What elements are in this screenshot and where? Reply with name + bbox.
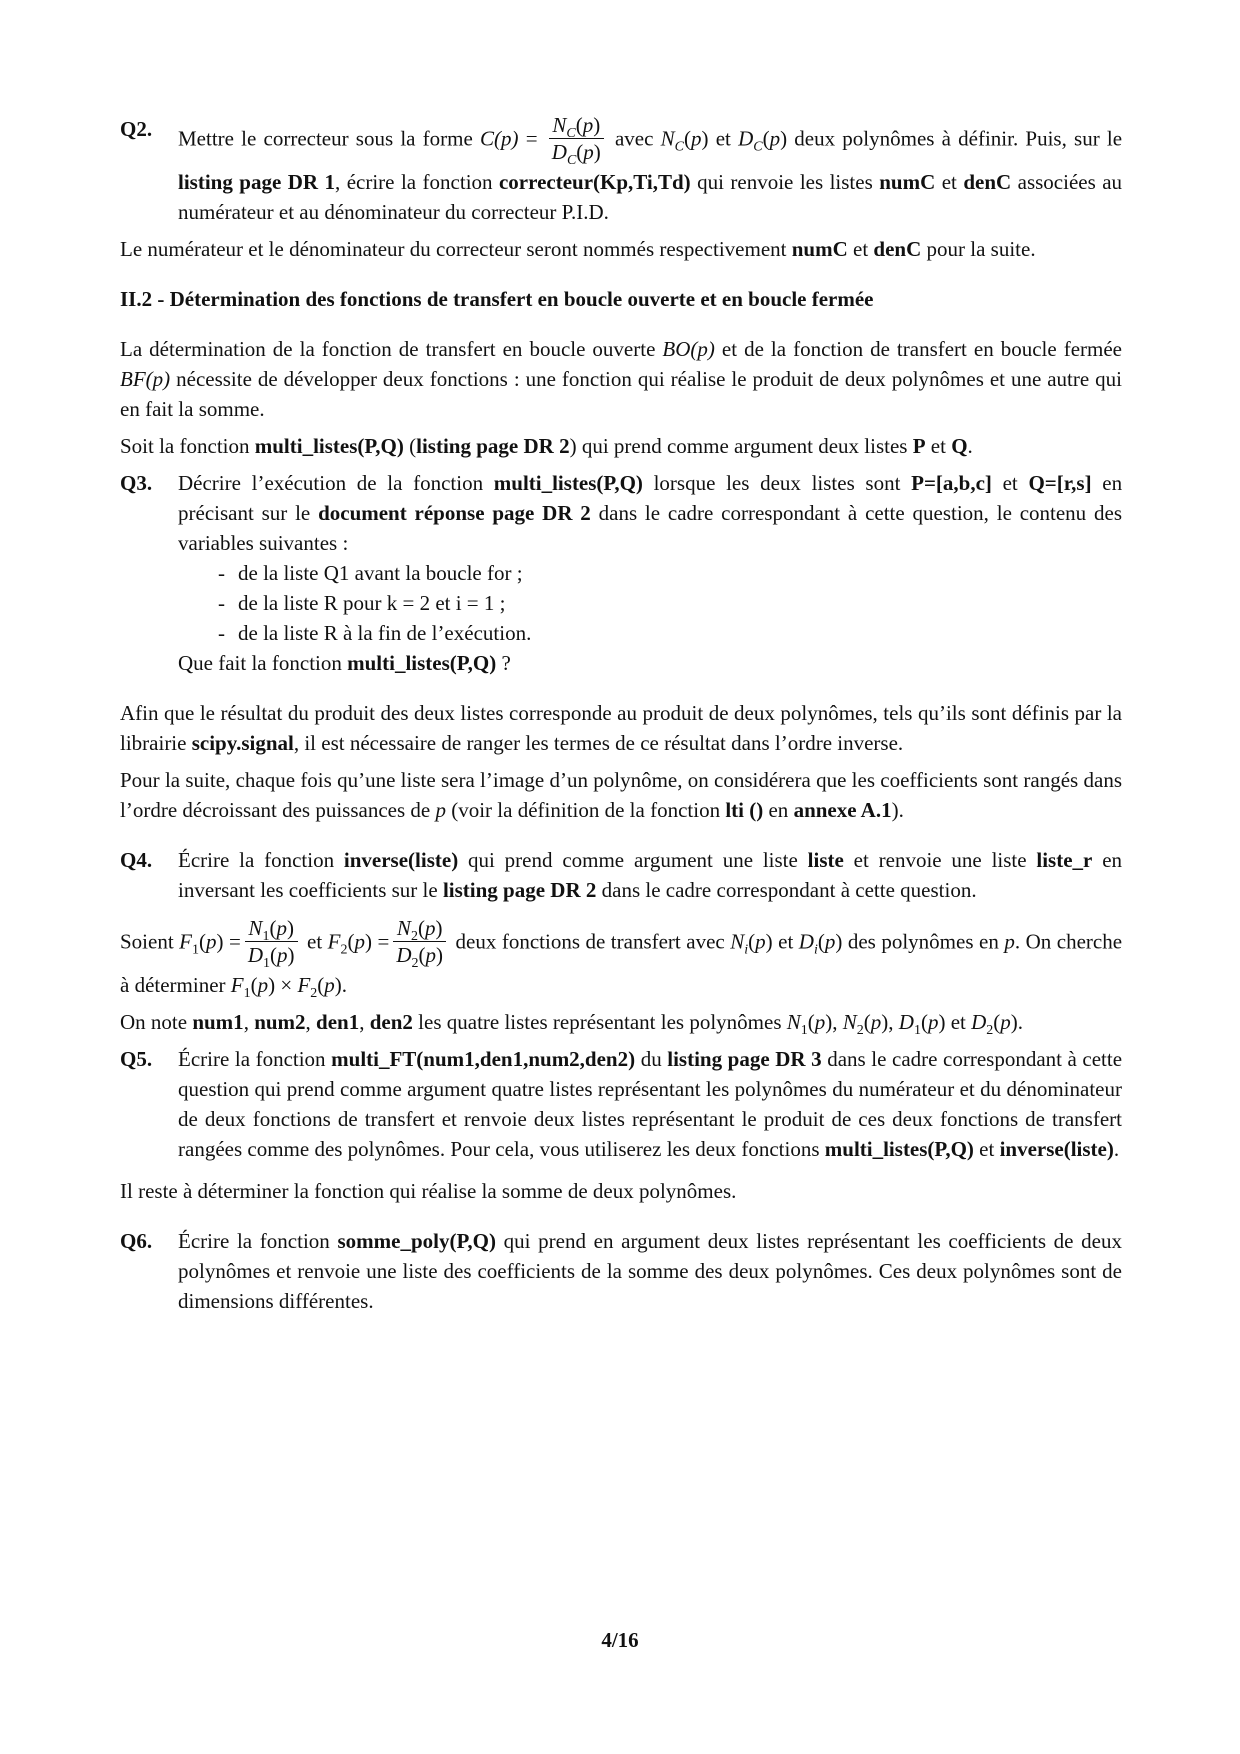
question-q6: [120, 1226, 1122, 1316]
fraction-n2-d2: $\frac{N_2(p)}{D_2(p)}$: [393, 915, 446, 968]
section-title: II.2 - Détermination des fonctions de transfert en boucle ouverte et en boucle fermée: [120, 287, 874, 311]
question-closing: Que fait la fonction multi_listes(P,Q) ?: [178, 651, 511, 675]
fraction-nc-dc: $\frac{N_C(p)}{D_C(p)}$: [549, 112, 604, 165]
paragraph-scipy: Afin que le résultat du produit des deux listes corresponde au produit de deux polynômes, tels qu’ils sont définis par la librairie scipy.signal, il est nécessaire de ranger les termes de ce résultat dans l’ordre inverse.: [120, 701, 1122, 755]
question-q2: [120, 114, 1122, 227]
question-q4: [120, 845, 1122, 905]
question-text: Écrire la fonction somme_poly(P,Q) qui prend en argument deux listes représentant les coefficients de deux polynômes et renvoie une liste des coefficients de la somme des deux polynômes. Ces deux polynômes sont de dimensions différentes.: [178, 1229, 1123, 1313]
fraction-n1-d1: $\frac{N_1(p)}{D_1(p)}$: [245, 915, 298, 968]
list-item: - de la liste Q1 avant la boucle for ;: [218, 558, 1122, 588]
page-number: 4/16: [601, 1628, 639, 1652]
question-number: Q4.: [120, 848, 153, 872]
question-text: Décrire l’exécution de la fonction multi_listes(P,Q) lorsque les deux listes sont P=[a,b,c] et Q=[r,s] en précisant sur le document réponse page DR 2 dans le cadre correspondant à cette question, le contenu des variables suivantes :: [178, 471, 1123, 555]
paragraph-lists: On note num1, num2, den1, den2 les quatre listes représentant les polynômes $N_1(p)$, $N_2(p)$, $D_1(p)$ et $D_2(p)$.: [120, 1010, 1024, 1038]
question-q5: [120, 1044, 1122, 1164]
variables-list: [178, 558, 1122, 648]
paragraph-numc-denc: Le numérateur et le dénominateur du correcteur seront nommés respectivement numC et denC pour la suite.: [120, 237, 1036, 261]
list-item: - de la liste R pour k = 2 et i = 1 ;: [218, 588, 1122, 618]
question-number: Q6.: [120, 1229, 153, 1253]
question-text: Écrire la fonction multi_FT(num1,den1,num2,den2) du listing page DR 3 dans le cadre correspondant à cette question qui prend comme argument quatre listes représentant les polynômes du numérateur et du dénominateur de deux fonctions de transfert et renvoie deux listes représentant le produit de ces deux fonctions de transfert rangées comme des polynômes. Pour cela, vous utiliserez les deux fonctions multi_listes(P,Q) et inverse(liste).: [178, 1047, 1123, 1161]
question-q3: [120, 468, 1122, 678]
question-number: Q2.: [120, 117, 153, 141]
question-text: Mettre le correcteur sous la forme C(p) = $\frac{N_C(p)}{D_C(p)}$ avec $N_C(p)$ et $D_C(p)$ deux polynômes à définir. Puis, sur le listing page DR 1, écrire la fonction correcteur(Kp,Ti,Td) qui renvoie les listes numC et denC associées au numérateur et au dénominateur du correcteur P.I.D.: [178, 113, 1123, 224]
paragraph-coefficients: Pour la suite, chaque fois qu’une liste sera l’image d’un polynôme, on considérera que les coefficients sont rangés dans l’ordre décroissant des puissances de p (voir la définition de la fonction lti () en annexe A.1).: [120, 768, 1122, 822]
question-number: Q5.: [120, 1047, 153, 1071]
paragraph-somme: Il reste à déterminer la fonction qui réalise la somme de deux polynômes.: [120, 1179, 737, 1203]
paragraph-transfer-functions: Soient $F_1(p)$ = $\frac{N_1(p)}{D_1(p)}$ et $F_2(p)$ = $\frac{N_2(p)}{D_2(p)}$ deux fonctions de transfert avec $N_i(p)$ et $D_i(p)$ des polynômes en p. On cherche à déterminer $F_1(p) \times F_2(p)$.: [120, 916, 1123, 1001]
question-number: Q3.: [120, 471, 153, 495]
question-text: Écrire la fonction inverse(liste) qui prend comme argument une liste liste et renvoie une liste liste_r en inversant les coefficients sur le listing page DR 2 dans le cadre correspondant à cette question.: [178, 848, 1123, 902]
paragraph-bo-bf: La détermination de la fonction de transfert en boucle ouverte BO(p) et de la fonction de transfert en boucle fermée BF(p) nécessite de développer deux fonctions : une fonction qui réalise le produit de deux polynômes et une autre qui en fait la somme.: [120, 337, 1122, 421]
list-item: - de la liste R à la fin de l’exécution.: [218, 618, 1122, 648]
paragraph-multi-listes: Soit la fonction multi_listes(P,Q) (listing page DR 2) qui prend comme argument deux listes P et Q.: [120, 434, 973, 458]
page-content: [120, 108, 1122, 1316]
